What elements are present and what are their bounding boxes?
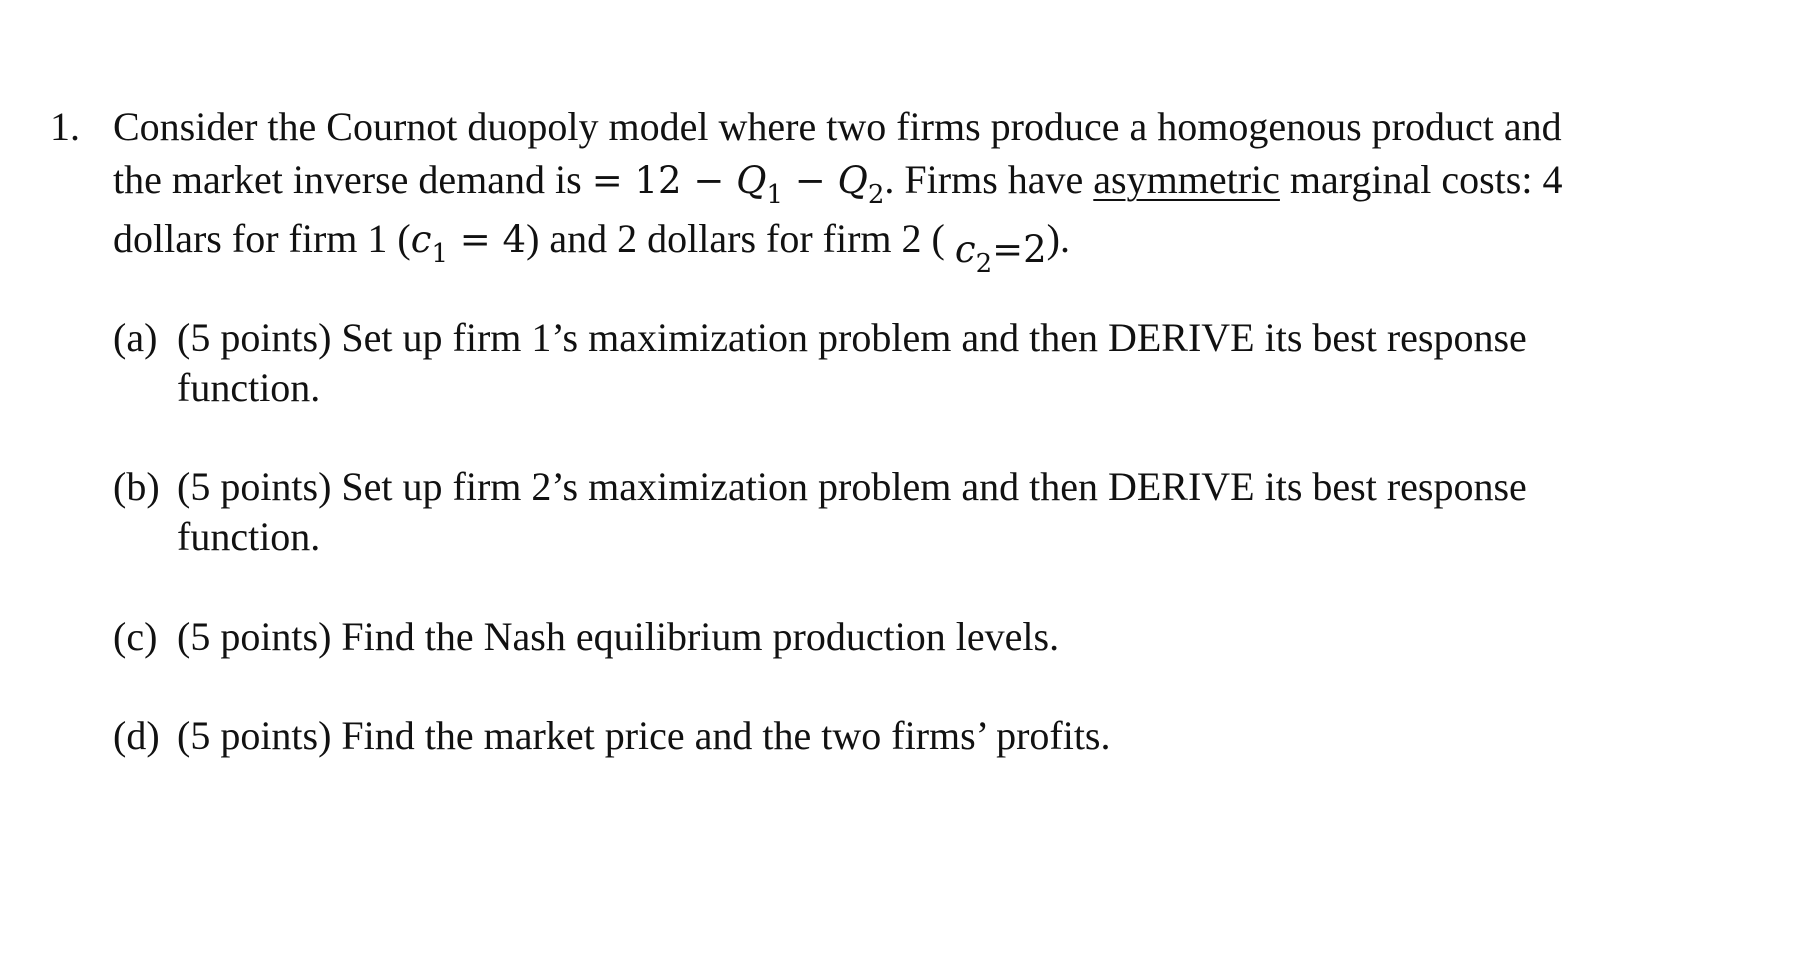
cost-equation-firm-2: $c_2=2$	[954, 228, 1047, 279]
part-text: (5 points) Find the Nash equilibrium production levels.	[177, 614, 1060, 659]
q2-symbol: Q	[837, 159, 868, 202]
part-text: (5 points) Find the market price and the two firms’ profits.	[177, 713, 1111, 758]
part-label: (d)	[113, 713, 160, 758]
part-label: (b)	[113, 464, 160, 509]
asymmetric-underlined: asymmetric	[1093, 157, 1280, 202]
part-label: (c)	[113, 614, 158, 659]
part-text: (5 points) Set up firm 2’s maximization problem and then DERIVE its best response	[177, 464, 1527, 509]
c2-subscript: 2	[975, 249, 993, 279]
part-label: (a)	[113, 315, 158, 360]
part-text: function.	[177, 365, 321, 410]
demand-text: the market inverse demand is	[113, 157, 582, 202]
question-text	[113, 100, 1753, 279]
q1-subscript: 1	[766, 180, 783, 210]
question-number: 1.	[50, 104, 80, 149]
c2-symbol: c	[954, 228, 976, 271]
part-text: function.	[177, 514, 321, 559]
c1-symbol: c	[410, 218, 432, 261]
q1-symbol: Q	[736, 159, 767, 202]
part-text: (5 points) Set up firm 1’s maximization problem and then DERIVE its best response	[177, 315, 1527, 360]
question-line-3: dollars for firm 1 $(c_1 = 4)$ and 2 dollars for firm 2 ( $c_2=2$).	[113, 216, 1070, 279]
cost-equation-firm-1: $c_1 = 4$	[410, 218, 527, 269]
question-line-2: the market inverse demand is = $12 - Q_1 - Q_2$. Firms have asymmetric marginal costs: 4	[113, 157, 1563, 210]
q2-subscript: 2	[867, 180, 885, 210]
c1-subscript: 1	[431, 239, 448, 269]
demand-equation: = $12 - Q_1 - Q_2$	[591, 159, 885, 210]
question-line-1: Consider the Cournot duopoly model where two firms produce a homogenous product and	[113, 104, 1562, 149]
